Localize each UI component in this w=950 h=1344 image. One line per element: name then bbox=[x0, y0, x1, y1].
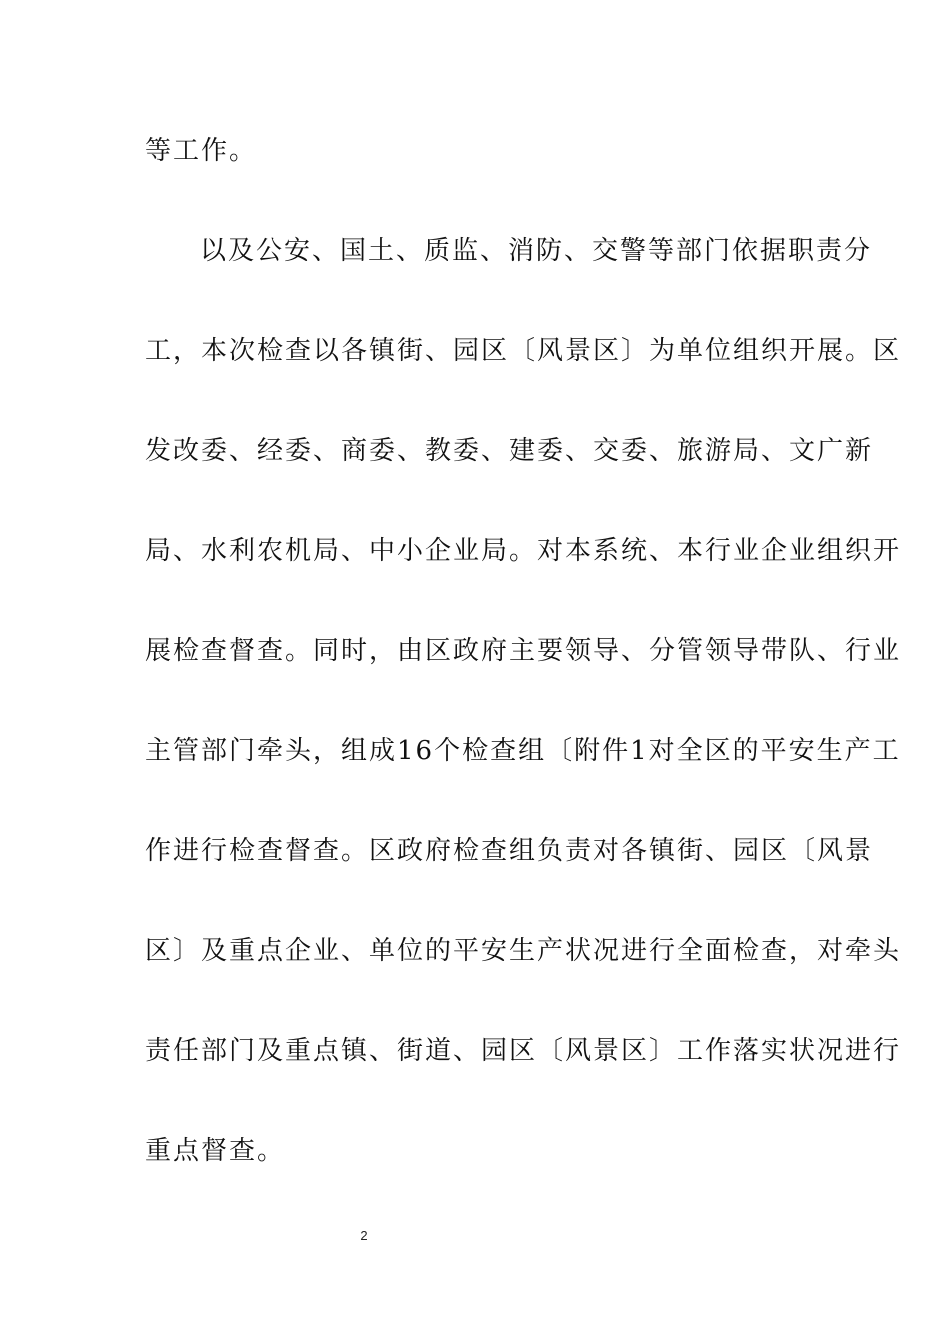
text-line-6: 展检查督查。同时，由区政府主要领导、分管领导带队、行业 bbox=[145, 636, 902, 666]
text-line-2: 以及公安、国土、质监、消防、交警等部门依据职责分 bbox=[200, 236, 873, 266]
text-line-4: 发改委、经委、商委、教委、建委、交委、旅游局、文广新 bbox=[145, 436, 874, 466]
text-line-3: 工，本次检查以各镇街、园区〔风景区〕为单位组织开展。区 bbox=[145, 336, 902, 366]
text-line-1: 等工作。 bbox=[145, 136, 258, 166]
text-line-7: 主管部门牵头，组成16个检查组〔附件1对全区的平安生产工 bbox=[145, 736, 901, 766]
page-number: 2 bbox=[360, 1228, 368, 1243]
text-line-11: 重点督查。 bbox=[145, 1136, 286, 1166]
text-line-10: 责任部门及重点镇、街道、园区〔风景区〕工作落实状况进行 bbox=[145, 1036, 902, 1066]
text-line-5: 局、水利农机局、中小企业局。对本系统、本行业企业组织开 bbox=[145, 536, 902, 566]
text-line-9: 区〕及重点企业、单位的平安生产状况进行全面检查，对牵头 bbox=[145, 936, 902, 966]
text-line-8: 作进行检查督查。区政府检查组负责对各镇街、园区〔风景 bbox=[145, 836, 874, 866]
